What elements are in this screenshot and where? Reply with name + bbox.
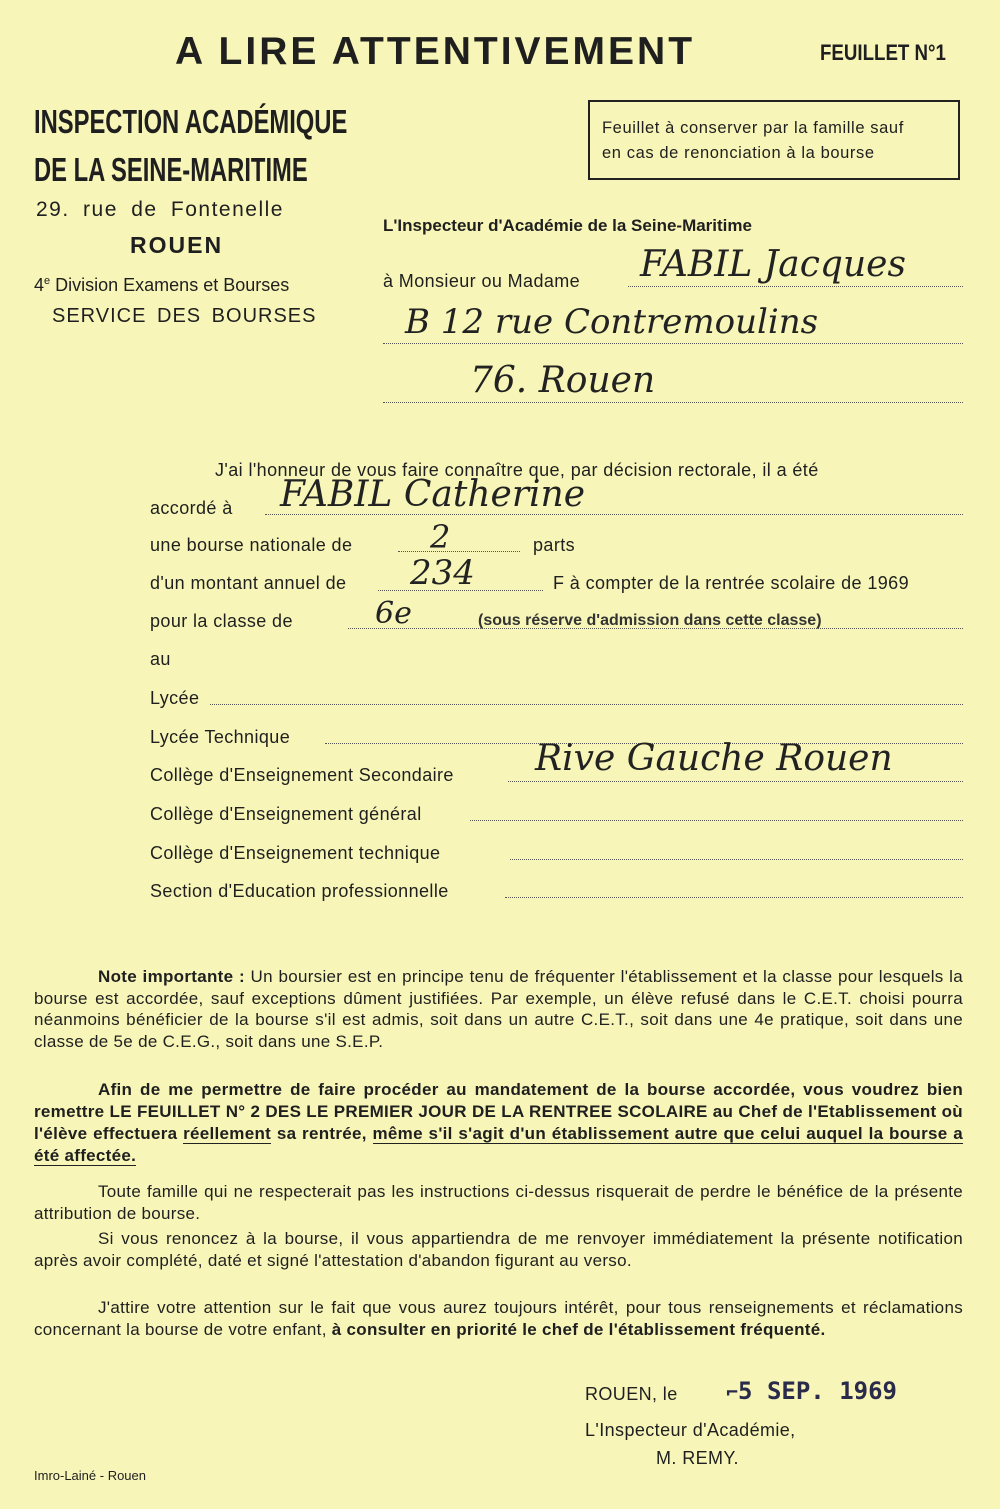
instruction-even: même s'il s'agit d'un établissement autre que celui auquel la bourse a été affectée. <box>34 1124 963 1165</box>
parts-value: 2 <box>430 518 451 556</box>
establishment-lycee-line <box>210 704 963 705</box>
notice-box <box>588 100 960 180</box>
recipient-address1: B 12 rue Contremoulins <box>405 302 819 342</box>
date-stamp-text: 5 SEP. 1969 <box>738 1377 897 1405</box>
class-label: pour la classe de <box>150 611 293 631</box>
note-label: Note importante : <box>98 967 245 986</box>
establishment-sep: Section d'Education professionnelle <box>150 881 449 901</box>
establishment-sep-line <box>505 897 963 898</box>
instruction-part1: Afin de me permettre de faire procéder au mandatement de la bourse accordée, vous voudrez bien remettre LE FEUILLET N° 2 DES LE PREMIER JOUR DE LA RENTREE SCOLAIRE au Chef de l'Etablissement où l'élève effectuera <box>34 1080 963 1143</box>
issuer-city: ROUEN <box>130 232 224 258</box>
intro-text: J'ai l'honneur de vous faire connaître que, par décision rectorale, il a été <box>215 460 819 480</box>
sheet-number: FEUILLET N°1 <box>820 40 946 65</box>
date-stamp: ⌐5 SEP. 1969 <box>726 1377 897 1405</box>
amount-suffix: F à compter de la rentrée scolaire de 1969 <box>553 573 909 593</box>
warning-paragraph: Toute famille qui ne respecterait pas les instructions ci-dessus risquerait de perdre le bénéfice de la présente attribution de bourse. <box>34 1182 963 1223</box>
bourse-label: une bourse nationale de <box>150 535 353 555</box>
class-note: (sous réserve d'admission dans cette classe) <box>478 612 822 629</box>
establishment-lycee: Lycée <box>150 688 200 708</box>
feuillet2-instruction <box>34 1079 963 1167</box>
au-label: au <box>150 649 171 669</box>
establishment-cet-line <box>510 859 963 860</box>
issuer-division: 4e Division Examens et Bourses <box>34 275 290 295</box>
recipient-label: à Monsieur ou Madame <box>383 271 581 291</box>
issuer-address: 29. rue de Fontenelle <box>36 198 284 221</box>
establishment-ces-line <box>508 781 963 782</box>
signatory-name: M. REMY. <box>656 1448 739 1468</box>
attention-text: J'attire votre attention sur le fait que vous aurez toujours intérêt, pour tous renseignements et réclamations concernant la bourse de votre enfant, <box>34 1298 963 1339</box>
recipient-address2: 76. Rouen <box>470 360 656 401</box>
signature-title: L'Inspecteur d'Académie, <box>585 1420 796 1440</box>
issuer-name <box>34 98 347 194</box>
important-note <box>34 966 963 1052</box>
note-text: Un boursier est en principe tenu de fréquenter l'établissement et la classe pour lesquels la bourse est accordée, sauf exceptions dûment justifiées. Par exemple, un élève refusé dans le C.E.T. choisi pourra néanmoins bénéficier de la bourse s'il est admis, soit dans un autre C.E.T., soit dans une 4e pratique, soit dans une classe de 5e de C.E.G., soit dans une S.E.P. <box>34 967 963 1051</box>
division-text: Division Examens et Bourses <box>50 275 290 295</box>
issuer-line1: INSPECTION ACADÉMIQUE <box>34 103 348 140</box>
instruction-part2: sa rentrée, <box>271 1124 373 1143</box>
issuer-service: SERVICE DES BOURSES <box>52 305 317 327</box>
parts-label: parts <box>533 535 576 555</box>
student-name: FABIL Catherine <box>280 474 586 515</box>
recipient-name-line <box>628 286 963 287</box>
attention-bold: à consulter en priorité le chef de l'établissement fréquenté. <box>331 1319 826 1339</box>
attention-paragraph <box>34 1297 963 1340</box>
signature-place: ROUEN, le <box>585 1384 678 1404</box>
establishment-lycee-technique: Lycée Technique <box>150 727 291 747</box>
recipient-name: FABIL Jacques <box>640 244 906 285</box>
establishment-ces-value: Rive Gauche Rouen <box>535 738 893 779</box>
printer-credit: Imro-Lainé - Rouen <box>34 1468 146 1483</box>
amount-value: 234 <box>410 553 475 593</box>
establishment-ceg: Collège d'Enseignement général <box>150 804 422 824</box>
establishment-cet: Collège d'Enseignement technique <box>150 843 441 863</box>
division-sup: e <box>44 275 51 287</box>
establishment-ceg-line <box>470 820 963 821</box>
renounce-paragraph: Si vous renoncez à la bourse, il vous appartiendra de me renvoyer immédiatement la présente notification après avoir complété, daté et signé l'attestation d'abandon figurant au verso. <box>34 1229 963 1270</box>
address1-line <box>383 343 963 344</box>
parts-line <box>398 551 520 552</box>
notice-line2: en cas de renonciation à la bourse <box>602 144 875 162</box>
awarded-label: accordé à <box>150 498 233 518</box>
amount-label: d'un montant annuel de <box>150 573 347 593</box>
address2-line <box>383 402 963 403</box>
instruction-really: réellement <box>183 1124 272 1143</box>
issuer-line2: DE LA SEINE-MARITIME <box>34 151 308 188</box>
class-value: 6e <box>375 596 412 631</box>
document-title: A LIRE ATTENTIVEMENT <box>175 30 696 73</box>
establishment-ces: Collège d'Enseignement Secondaire <box>150 765 454 785</box>
sender-line: L'Inspecteur d'Académie de la Seine-Maritime <box>383 216 752 235</box>
notice-line1: Feuillet à conserver par la famille sauf <box>602 119 904 137</box>
